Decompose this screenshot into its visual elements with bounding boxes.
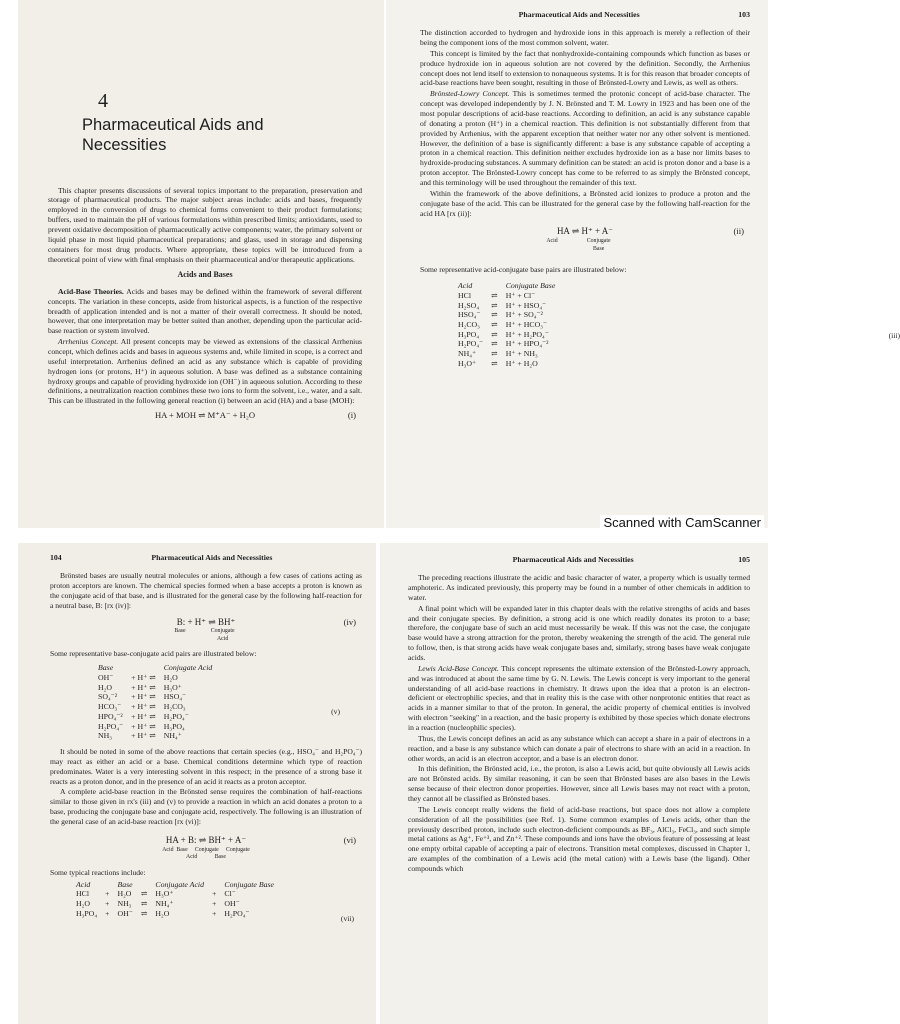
table-cell-acid: H₃PO₄ (458, 329, 480, 339)
typical-reactions (72, 879, 362, 923)
table-cell-eq: + H⁺ ⇌ (131, 721, 156, 731)
table-row (94, 683, 216, 693)
table-row (454, 310, 559, 320)
equation-number: (vi) (343, 834, 356, 845)
label-acid: Acid (546, 238, 558, 245)
paragraph: This concept is limited by the fact that nonhydroxide-containing compounds which function as bases or produce hydroxide ion in aqueous solution are not covered by the definition. Secondly, the Arrhenius concept does not lend itself to extension to nonaqueous systems. It is for this reason that broader concepts of acid-base reactions have been sought, resulting in those of Brönsted-Lowry and Lewis, as well as others. (420, 48, 750, 88)
page-105 (380, 543, 768, 1024)
column-header-base: Base (98, 663, 114, 673)
table-cell-eq: ⇌ (491, 320, 498, 329)
paragraph-text: All present concepts may be viewed as extensions of the classical Arrhenius concept, which defines acids and bases in aqueous systems and, while limited in scope, is a correct and useful interpretation. Arrhenius defined an acid as any substance which is capable of providing hydrogen ions (or protons, H⁺) in aqueous solution. A base was defined as a substance containing hydroxy groups and capable of providing hydroxide ion (OH⁻) in aqueous solution. According to these definitions, a neutralization reaction combines these two ions to form the solvent, i.e., water, and a salt. This can be illustrated in the following general reaction (i) between an acid (HA) and a base (MOH): (48, 337, 362, 406)
column-header-eq (127, 663, 160, 673)
column-header: Conjugate Base (224, 879, 274, 889)
running-head-title: Pharmaceutical Aids and Necessities (151, 553, 273, 562)
base-conjugate-acid-table (94, 663, 216, 741)
running-head-title: Pharmaceutical Aids and Necessities (518, 10, 640, 19)
page-104 (18, 543, 376, 1024)
table-cell-acid: H₂CO₃ (458, 320, 480, 329)
table-cell: H₂O (76, 899, 90, 908)
paragraph: A final point which will be expanded later in this chapter deals with the relative strengths of acids and bases and their conjugate species. By definition, a strong acid is one which readily donates its proton to a base; therefore, the conjugate base of such an acid must necessarily be weak. If this was not the case, the conjugate base would have a strong attraction for the proton, thereby weakening the strength of the acid. The general rule to follow, then, is that strong acids have weak conjugate bases and, similarly, strong bases have weak conjugate acids. (408, 603, 750, 662)
equation-ii (420, 226, 750, 253)
table-cell: + (105, 908, 110, 918)
running-head-title: Pharmaceutical Aids and Necessities (512, 555, 634, 564)
lewis-paragraph (408, 664, 750, 733)
table-cell: H₃PO₄ (76, 908, 98, 918)
table-cell: H₂O (155, 908, 170, 918)
paragraph-text: This is sometimes termed the protonic concept of acid-base character. The concept was developed independently by J. N. Brönsted and T. M. Lowry in 1923 and has been one of the most popular descriptions of acid-base reactions. According to definition, an acid is any substance capable of donating a proton (H⁺) in a chemical reaction. This definition is not substantially different from that provided by Arrhenius, with the apparent exception that neither water nor any other solvent is mentioned. However, the definition of a base is significantly different: a base is any substance capable of accepting a proton in a chemical reaction. This definition neither excludes hydroxide ion as a base nor limits bases to hydroxide-producing substances. A summary definition can be stated: an acid is proton donor and a base is a proton acceptor. The Brönsted-Lowry concept has come to be referred to as simply the Brönsted concept, and this terminology will be used throughout the remainder of this text. (420, 89, 750, 188)
reactions-intro: Some typical reactions include: (50, 867, 146, 877)
table-cell-acid: HSO₄⁻ (458, 310, 481, 320)
paragraph-lead: Arrhenius Concept. (58, 337, 119, 347)
table-row (94, 692, 216, 702)
table-equation-number: (iii) (888, 331, 900, 341)
intro-paragraph: This chapter presents discussions of several topics important to the preparation, preservation and storage of pharmaceutical products. The major subject areas include: acids and bases, frequently employed in the conversion of drugs to chemical forms convenient to their product formulations; buffers, used to maintain the pH of various formulations within prescribed limits; antioxidants, used to prevent oxidative decomposition of pharmaceutically active components; water, the primary solvent or liquid phase in most liquid pharmaceutical preparations; and glass, used in storage and dispensing containers for most drug products. Where appropriate, these topics will be introduced from a theoretical point of view with final emphasis on their pharmaceutical and/or therapeutic applications. (48, 185, 362, 264)
page-102 (18, 0, 384, 528)
page-number: 104 (50, 553, 62, 562)
table-header-row (94, 663, 216, 673)
table-cell-base: H₂PO₄⁻ (98, 721, 124, 731)
equation-text: HA + B: ⇌ BH⁺ + A⁻ (165, 834, 247, 845)
table-cell-base: H⁺ + H₂O (505, 358, 538, 368)
equation-labels: Acid Base Conjugate Conjugate (162, 846, 250, 853)
equation-i (48, 410, 362, 421)
table-cell: ⇌ (140, 899, 148, 908)
chapter-title (82, 116, 362, 156)
table-cell: H₂O (117, 889, 132, 899)
paragraph-text: This concept represents the ultimate extension of the Brönsted-Lowry approach, and was introduced at about the same time by G. N. Lewis. The Lewis concept is very important to the general understanding of all acid-base reactions in chemistry. It draws upon the idea that a proton is an electron-deficient or electrophilic species, and that in reality this is the case with other nonprotonic entities that react as acids in a manner similar to that of the proton. In general, the acidic property of chemical entities is involved with electron "seeking" in a reaction, and the basic property is exhibited by those species which donate electrons in a reaction (nucleophilic species). (408, 663, 750, 733)
table-cell-acid: NH₄⁺ (163, 731, 182, 741)
table-row (94, 712, 216, 722)
acid-conjugate-base-table (454, 281, 559, 369)
equation-number: (ii) (733, 226, 744, 237)
table-cell: + (211, 899, 217, 908)
bronsted-lowry-paragraph (420, 89, 750, 188)
table-cell-acid: H₂PO₄⁻ (163, 711, 189, 721)
table-cell: H₂PO₄⁻ (224, 908, 250, 918)
table-cell-eq: ⇌ (491, 358, 498, 368)
equation-text: HA ⇌ H⁺ + A⁻ (556, 226, 614, 237)
label-base: Base (174, 628, 186, 635)
section-heading: Acids and Bases (177, 270, 233, 280)
table-cell-base: HCO₃⁻ (98, 702, 122, 712)
table-row (454, 330, 559, 340)
table-cell: NH₄⁺ (155, 899, 174, 908)
column-header: Base (117, 879, 133, 889)
label-conjugate-base: Conjugate Base (586, 238, 611, 252)
table-cell: + (211, 889, 217, 899)
equation-iv (50, 617, 362, 644)
paragraph: Thus, the Lewis concept defines an acid as any substance which can accept a share in a pair of electrons in a reaction, and a base is any substance which can donate a pair of electrons to share with an acid in a reaction. In other words, an acid is an electron acceptor, and a base is an electron donor. (408, 733, 750, 763)
table-cell-eq: + H⁺ ⇌ (131, 702, 156, 712)
page-number: 105 (738, 555, 750, 564)
column-header-acid: Acid (458, 281, 473, 291)
column-header (137, 880, 152, 890)
table-cell-eq: ⇌ (491, 300, 498, 310)
table-cell-acid: H₃O⁺ (458, 358, 477, 368)
table-cell-acid: NH₄⁺ (458, 349, 477, 359)
base-acid-table (94, 663, 362, 741)
page-103 (386, 0, 900, 528)
table-row (94, 722, 216, 732)
table-intro: Some representative base-conjugate acid pairs are illustrated below: (50, 649, 257, 659)
acid-base-table (454, 281, 900, 369)
table-cell-base: OH⁻ (98, 672, 114, 682)
acid-base-theories-paragraph (48, 287, 362, 336)
table-cell: + (105, 899, 110, 908)
page-number: 103 (738, 10, 750, 19)
chapter-number: 4 (98, 90, 108, 112)
table-cell-acid: H₂PO₄⁻ (458, 339, 484, 349)
table-cell: ⇌ (140, 908, 148, 918)
column-header: Acid (76, 879, 91, 889)
table-row (454, 320, 559, 330)
table-cell: ⇌ (140, 889, 148, 899)
equation-labels-second-line: Acid Base (186, 854, 226, 861)
table-cell-acid: HSO₄⁻ (163, 692, 187, 702)
equation-labels (174, 628, 237, 643)
table-cell-acid: H₂O (163, 672, 178, 682)
table-row (72, 909, 278, 919)
column-header: Conjugate Acid (155, 879, 204, 889)
paragraph: Brönsted bases are usually neutral molecules or anions, although a few cases of cations acting as proton acceptors are known. The chemical species formed when a base accepts a proton is known as the conjugate acid of that base, and is illustrated for the general case by the following half-reaction for a neutral base, B: [rx (iv)]: (50, 571, 362, 610)
table-cell-base: H⁺ + NH₃ (505, 349, 538, 359)
table-cell-eq: + H⁺ ⇌ (131, 672, 156, 682)
table-equation-number: (vii) (340, 913, 354, 923)
running-header (420, 10, 750, 20)
running-header (408, 555, 750, 565)
table-cell-eq: ⇌ (491, 349, 498, 359)
paragraph: A complete acid-base reaction in the Brönsted sense requires the combination of half-reactions similar to those given in rx's (iii) and (v) to provide a reaction in which an acid donates a proton to a base, producing the conjugate base and conjugate acid, respectively. The following is an illustration of the general case of an acid-base reaction [rx (vi)]: (50, 787, 362, 827)
table-header-row (72, 880, 278, 890)
table-cell-eq: ⇌ (491, 339, 498, 349)
table-cell-eq: ⇌ (491, 329, 498, 339)
table-cell-acid: H₃PO₄ (163, 721, 185, 731)
table-row (454, 291, 559, 301)
equation-number: (iv) (343, 616, 356, 627)
column-header (208, 880, 220, 890)
table-row (454, 339, 559, 349)
equation-text: B: + H⁺ ⇌ BH⁺ (176, 616, 236, 627)
paragraph-lead: Acid-Base Theories. (58, 286, 124, 296)
table-cell-base: H⁺ + HPO₄⁻² (505, 339, 549, 349)
table-cell-base: H⁺ + SO₄⁻² (505, 310, 543, 320)
paragraph: In this definition, the Brönsted acid, i.e., the proton, is also a Lewis acid, but quite obviously all Lewis acids are not Brönsted acids. By similar reasoning, it can be seen that Brönsted bases are also bases in the Lewis sense because of their electron donor properties. However, since all Lewis bases may not react with a proton, they cannot all be classified as Brönsted bases. (408, 764, 750, 804)
paragraph: The preceding reactions illustrate the acidic and basic character of water, a property which is usually termed amphoteric. As indicated previously, this property may be found in a number of other chemicals in addition to water. (408, 573, 750, 602)
table-cell: OH⁻ (117, 908, 133, 918)
paragraph-lead: Lewis Acid-Base Concept. (418, 663, 499, 673)
scanner-watermark: Scanned with CamScanner (600, 515, 764, 530)
table-intro: Some representative acid-conjugate base pairs are illustrated below: (420, 265, 627, 275)
equation-text: HA + MOH ⇌ M⁺A⁻ + H₂O (154, 410, 256, 421)
paragraph: The Lewis concept really widens the field of acid-base reactions, but space does not allow a complete consideration of all the possibilities (see Ref. 1). Some common examples of Lewis acids, other than the previously described proton, include such electron-deficient compounds as BF₃, AlCl₃, FeCl₃, and such simple metal cations as Ag⁺, Fe⁺³, and Zn⁺². These compounds and ions have the obvious feature of possessing at least one empty orbital capable of accepting a pair of electrons. Transition metal complexes, discussed in Chapter 1, are examples of the combination of a Lewis acid (the metal cation) with a Lewis base (the ligand). Other compounds which (408, 804, 750, 874)
table-cell-acid: HCl (458, 290, 471, 300)
table-row (94, 673, 216, 683)
table-row (72, 899, 278, 909)
arrhenius-paragraph (48, 337, 362, 406)
table-cell-eq: + H⁺ ⇌ (131, 711, 156, 721)
chapter-title-line2: Necessities (82, 135, 167, 154)
table-cell-base: H₂O (98, 682, 112, 692)
table-row (72, 889, 278, 899)
table-equation-number: (v) (331, 707, 340, 717)
table-cell-base: H⁺ + HSO₄⁻ (505, 300, 547, 310)
table-cell-acid: H₂SO₄ (458, 300, 480, 310)
table-cell: OH⁻ (224, 899, 240, 908)
table-cell-base: H⁺ + Cl⁻ (505, 290, 536, 300)
table-cell-base: NH₃ (98, 731, 112, 741)
table-cell-eq: + H⁺ ⇌ (131, 692, 156, 702)
table-cell-eq: ⇌ (491, 310, 498, 320)
equation-vi (50, 835, 362, 862)
table-cell: H₃O⁺ (155, 889, 174, 899)
table-row (454, 359, 559, 369)
paragraph-text: Acids and bases may be defined within the framework of several different concepts. The variation in these concepts, aside from historical aspects, is a function of the respective breadth of application intended and is not a matter of their overall correctness. It should be noted, however, that one interpretation may be better suited than another, depending upon the particular acid-base reaction or system involved. (48, 286, 362, 336)
paragraph: The distinction accorded to hydrogen and hydroxide ions in this approach is merely a reflection of their being the component ions of the most common solvent, water. (420, 28, 750, 47)
table-cell: + (105, 889, 110, 899)
chapter-title-line1: Pharmaceutical Aids and (82, 116, 264, 134)
table-cell-acid: H₃O⁺ (163, 682, 182, 692)
table-row (94, 702, 216, 712)
label-conjugate-acid: Conjugate Acid (210, 628, 235, 642)
table-cell-base: HPO₄⁻² (98, 711, 123, 721)
table-cell-eq: + H⁺ ⇌ (131, 731, 156, 741)
column-header-base: Conjugate Base (505, 281, 556, 291)
table-cell-acid: H₂CO₃ (163, 702, 186, 712)
table-header-row (454, 281, 559, 291)
table-cell: Cl⁻ (224, 889, 236, 899)
page-gap (0, 528, 768, 543)
table-row (454, 349, 559, 359)
table-cell: + (211, 908, 217, 918)
table-cell: HCl (76, 889, 89, 899)
table-cell-eq: ⇌ (491, 290, 498, 300)
running-header (50, 553, 362, 563)
table-row (94, 731, 216, 741)
column-header-acid: Conjugate Acid (163, 663, 213, 673)
column-header-eq (487, 281, 502, 291)
paragraph: It should be noted in some of the above reactions that certain species (e.g., HSO₄⁻ and H₂PO₄⁻) may react as either an acid or a base. Chemical conditions determine which type of reaction predominates. Water is a very interesting solvent in this respect; in the presence of a strong base it reacts as a proton donor, and in the presence of an acid it reacts as a proton acceptor. (50, 747, 362, 786)
table-cell-eq: + H⁺ ⇌ (131, 682, 156, 692)
table-row (454, 301, 559, 311)
table-cell-base: H⁺ + HCO₃⁻ (505, 320, 548, 329)
paragraph-lead: Brönsted-Lowry Concept. (430, 89, 510, 99)
typical-reactions-table (72, 880, 278, 919)
table-cell-base: SO₄⁻² (98, 692, 118, 702)
table-cell: NH₃ (117, 899, 132, 908)
column-header (101, 880, 113, 890)
table-cell-base: H⁺ + H₂PO₄⁻ (505, 329, 549, 339)
equation-labels (546, 238, 613, 253)
paragraph: Within the framework of the above definitions, a Brönsted acid ionizes to produce a proton and the conjugate base of the acid. This can be illustrated for the general case by the following half-reaction for the acid HA [rx (ii)]: (420, 188, 750, 218)
equation-number: (i) (347, 410, 356, 421)
